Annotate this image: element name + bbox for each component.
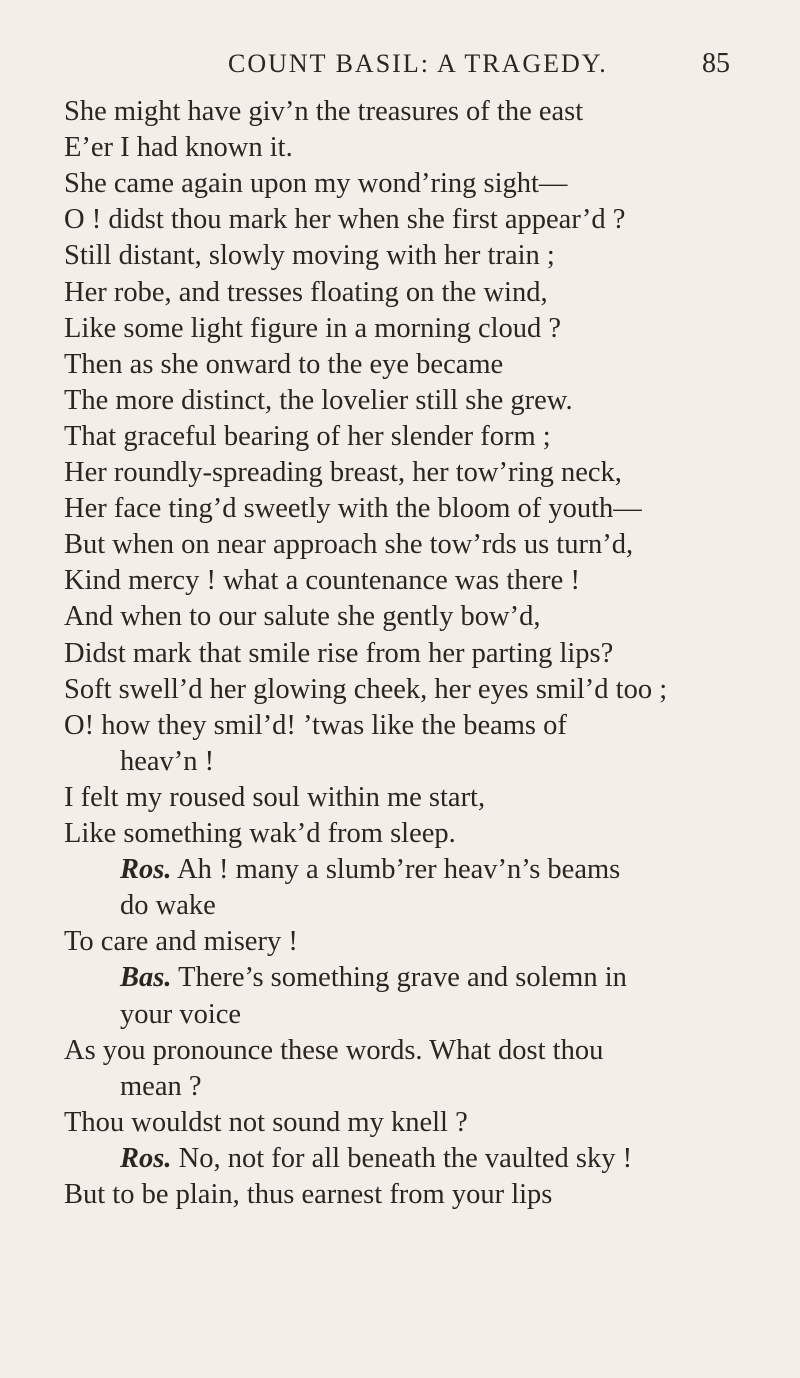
verse-line [64, 166, 567, 202]
verse-line [120, 1141, 632, 1177]
verse-line [64, 238, 555, 274]
line-text: That graceful bearing of her slender form ; [64, 420, 551, 452]
verse-line [64, 708, 567, 744]
verse-line [64, 924, 298, 960]
running-head [0, 44, 800, 84]
page-number: 85 [702, 48, 730, 79]
verse-line [64, 275, 548, 311]
line-text: Didst mark that smile rise from her parting lips? [64, 637, 614, 669]
verse-line [64, 1177, 552, 1213]
line-text: Kind mercy ! what a countenance was there ! [64, 565, 580, 597]
line-text: No, not for all beneath the vaulted sky ! [171, 1142, 633, 1174]
line-text: And when to our salute she gently bow’d, [64, 601, 541, 633]
verse-line [64, 419, 551, 455]
line-text: Her robe, and tresses floating on the wind, [64, 276, 548, 308]
line-text: The more distinct, the lovelier still she grew. [64, 384, 573, 416]
line-text: But to be plain, thus earnest from your lips [64, 1179, 553, 1210]
verse-line [64, 636, 613, 672]
line-text: O ! didst thou mark her when she first appear’d ? [64, 204, 626, 236]
verse-line [64, 1105, 468, 1141]
verse-line [120, 1069, 202, 1105]
speaker-name: Bas. [120, 962, 172, 994]
verse-line [64, 311, 561, 347]
line-text: To care and misery ! [64, 926, 298, 958]
verse-line [64, 491, 642, 527]
speaker-name: Ros. [120, 854, 172, 886]
speaker-name: Ros. [120, 1142, 172, 1174]
running-title: COUNT BASIL: A TRAGEDY. [228, 49, 608, 78]
line-text: Ah ! many a slumb’rer heav’n’s beams [171, 854, 621, 886]
line-text: As you pronounce these words. What dost thou [64, 1034, 604, 1066]
verse-line [120, 888, 216, 924]
verse-line [64, 563, 580, 599]
line-text: Her face ting’d sweetly with the bloom of youth— [64, 493, 642, 525]
verse-line [64, 672, 667, 708]
line-text: Her roundly-spreading breast, her tow’ring neck, [64, 457, 622, 488]
line-text: She might have giv’n the treasures of the east [64, 96, 584, 127]
line-text: O! how they smil’d! ’twas like the beams of [64, 709, 567, 741]
line-text: There’s something grave and solemn in [171, 962, 627, 994]
verse-line [64, 1033, 603, 1069]
verse-line [120, 744, 214, 780]
line-text: Thou wouldst not sound my knell ? [64, 1106, 468, 1138]
line-text: Still distant, slowly moving with her train ; [64, 240, 555, 272]
verse-line [64, 599, 541, 635]
line-text: I felt my roused soul within me start, [64, 781, 486, 813]
verse-line [64, 202, 625, 238]
verse-line [64, 383, 573, 419]
line-text: heav’n ! [120, 745, 215, 777]
verse-line [120, 960, 627, 996]
line-text: Like some light figure in a morning cloud ? [64, 312, 562, 344]
verse-line [120, 997, 241, 1033]
line-text: Then as she onward to the eye became [64, 348, 504, 380]
line-text: E’er I had known it. [64, 132, 293, 164]
verse-line [64, 130, 293, 166]
verse-line [64, 94, 583, 130]
line-text: mean ? [120, 1070, 202, 1102]
verse-line [64, 455, 622, 491]
line-text: But when on near approach she tow’rds us turn’d, [64, 529, 634, 561]
line-text: your voice [120, 998, 242, 1030]
line-text: do wake [120, 890, 216, 922]
verse-line [64, 347, 503, 383]
verse-line [64, 816, 456, 852]
line-text: Soft swell’d her glowing cheek, her eyes smil’d too ; [64, 673, 668, 705]
line-text: Like something wak’d from sleep. [64, 818, 456, 849]
line-text: She came again upon my wond’ring sight— [64, 168, 568, 200]
verse-line [120, 852, 620, 888]
verse-line [64, 780, 485, 816]
verse-line [64, 527, 633, 563]
